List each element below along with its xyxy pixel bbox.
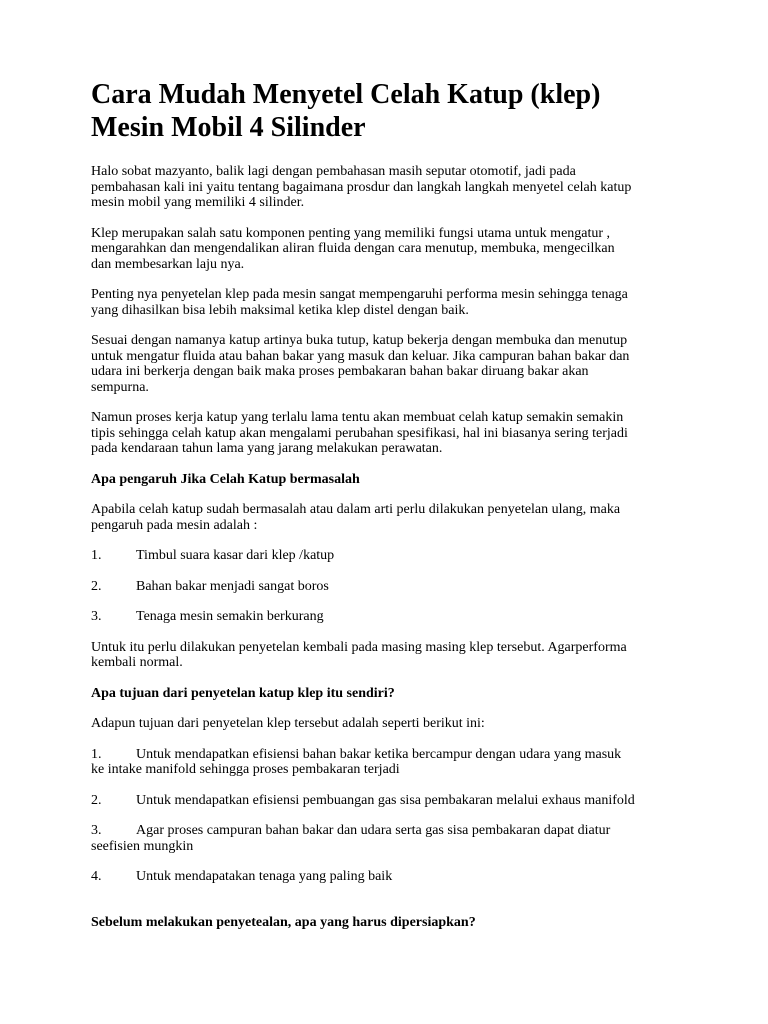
list-number: 2. bbox=[91, 792, 102, 808]
text-line: dan membesarkan laju nya. bbox=[91, 256, 245, 272]
text-line: Halo sobat mazyanto, balik lagi dengan pembahasan masih seputar otomotif, jadi pada bbox=[91, 164, 576, 179]
list-number: 1. bbox=[91, 548, 102, 563]
list-item bbox=[91, 747, 698, 778]
section-heading-purpose: Apa tujuan dari penyetelan katup klep itu sendiri? bbox=[91, 685, 395, 701]
text-line: udara ini berkerja dengan baik maka proses pembakaran bahan bakar diruang bakar akan bbox=[91, 364, 589, 379]
list-item bbox=[91, 609, 698, 625]
page-title bbox=[91, 78, 698, 144]
paragraph-wear bbox=[91, 410, 698, 457]
spacer bbox=[91, 900, 698, 915]
text-line: kembali normal. bbox=[91, 655, 183, 670]
paragraph-importance bbox=[91, 287, 698, 318]
list-number: 4. bbox=[91, 869, 102, 884]
paragraph-function bbox=[91, 333, 698, 395]
paragraph-effects-intro bbox=[91, 502, 698, 533]
title-line-1: Cara Mudah Menyetel Celah Katup (klep) bbox=[91, 79, 601, 110]
text-line: Namun proses kerja katup yang terlalu lama tentu akan membuat celah katup semakin semakin bbox=[91, 410, 624, 425]
title-line-2: Mesin Mobil 4 Silinder bbox=[91, 112, 366, 143]
text-line: Apabila celah katup sudah bermasalah atau dalam arti perlu dilakukan penyetelan ulang, maka bbox=[91, 502, 621, 517]
text-line: yang dihasilkan bisa lebih maksimal ketika klep distel dengan baik. bbox=[91, 302, 469, 318]
text-line: mengarahkan dan mengendalikan aliran fluida dengan cara menutup, membuka, mengecilkan bbox=[91, 241, 615, 256]
list-text: Untuk mendapatkan efisiensi pembuangan gas sisa pembakaran melalui exhaus manifold bbox=[136, 792, 635, 808]
list-text: Bahan bakar menjadi sangat boros bbox=[136, 578, 329, 594]
list-number: 1. bbox=[91, 746, 102, 762]
paragraph-conclusion bbox=[91, 640, 698, 671]
section-heading-effects: Apa pengaruh Jika Celah Katup bermasalah bbox=[91, 471, 360, 487]
paragraph-klep-definition bbox=[91, 226, 698, 273]
list-text: Timbul suara kasar dari klep /katup bbox=[136, 548, 335, 563]
list-number: 3. bbox=[91, 609, 102, 624]
text-line: pada kendaraan tahun lama yang jarang melakukan perawatan. bbox=[91, 441, 443, 456]
list-text: Untuk mendapatkan efisiensi bahan bakar ketika bercampur dengan udara yang masuk bbox=[136, 746, 622, 762]
list-text-continuation: seefisien mungkin bbox=[91, 838, 194, 854]
list-text: Tenaga mesin semakin berkurang bbox=[136, 609, 324, 624]
list-text: Agar proses campuran bahan bakar dan udara serta gas sisa pembakaran dapat diatur bbox=[136, 823, 611, 838]
list-item bbox=[91, 793, 698, 809]
text-line: Klep merupakan salah satu komponen penting yang memiliki fungsi utama untuk mengatur , bbox=[91, 225, 611, 241]
text-line: untuk mengatur fluida atau bahan bakar yang masuk dan keluar. Jika campuran bahan bakar dan bbox=[91, 348, 630, 364]
list-item bbox=[91, 823, 698, 854]
text-line: Untuk itu perlu dilakukan penyetelan kembali pada masing masing klep tersebut. Agarperforma bbox=[91, 639, 627, 655]
paragraph-purpose-intro bbox=[91, 716, 698, 732]
text-line: Penting nya penyetelan klep pada mesin sangat mempengaruhi performa mesin sehingga tenaga bbox=[91, 287, 628, 302]
text-line: Adapun tujuan dari penyetelan klep tersebut adalah seperti berikut ini: bbox=[91, 716, 485, 731]
paragraph-intro bbox=[91, 164, 698, 211]
list-text-continuation: ke intake manifold sehingga proses pembakaran terjadi bbox=[91, 762, 400, 777]
text-line: mesin mobil yang memiliki 4 silinder. bbox=[91, 195, 305, 210]
list-item bbox=[91, 548, 698, 564]
text-line: pengaruh pada mesin adalah : bbox=[91, 517, 258, 533]
list-text: Untuk mendapatakan tenaga yang paling baik bbox=[136, 869, 393, 884]
list-item bbox=[91, 579, 698, 595]
list-number: 2. bbox=[91, 578, 102, 594]
text-line: Sesuai dengan namanya katup artinya buka tutup, katup bekerja dengan membuka dan menutup bbox=[91, 333, 628, 348]
list-number: 3. bbox=[91, 823, 102, 838]
text-line: tipis sehingga celah katup akan mengalami perubahan spesifikasi, hal ini biasanya sering terjadi bbox=[91, 425, 628, 441]
section-heading-preparation: Sebelum melakukan penyetealan, apa yang harus dipersiapkan? bbox=[91, 914, 476, 930]
list-item bbox=[91, 869, 698, 885]
text-line: sempurna. bbox=[91, 379, 149, 395]
text-line: pembahasan kali ini yaitu tentang bagaimana prosdur dan langkah langkah menyetel celah katup bbox=[91, 179, 632, 195]
